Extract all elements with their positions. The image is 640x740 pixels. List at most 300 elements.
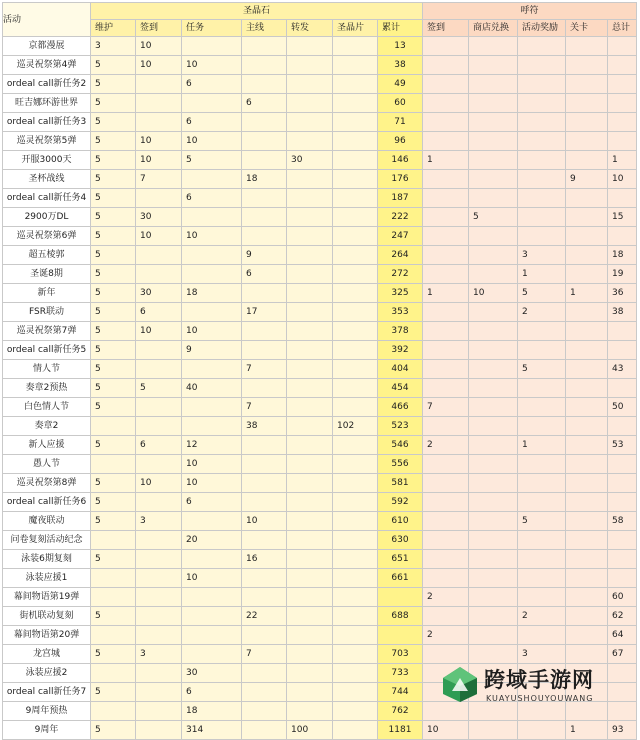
activity-name-cell: 新人应援 bbox=[3, 436, 91, 455]
table-row bbox=[3, 436, 637, 455]
stone-cell: 5 bbox=[136, 379, 182, 398]
table-row bbox=[3, 645, 637, 664]
table-row bbox=[3, 474, 637, 493]
stone-cell bbox=[287, 284, 333, 303]
ticket-cell bbox=[566, 626, 608, 645]
stone-cell: 10 bbox=[136, 132, 182, 151]
ticket-cell bbox=[608, 322, 637, 341]
ticket-cell bbox=[423, 474, 469, 493]
stone-total-cell: 610 bbox=[378, 512, 423, 531]
ticket-cell bbox=[423, 246, 469, 265]
ticket-cell bbox=[518, 56, 566, 75]
stone-cell bbox=[333, 398, 378, 417]
stone-total-cell: 703 bbox=[378, 645, 423, 664]
ticket-cell bbox=[423, 37, 469, 56]
table-row bbox=[3, 417, 637, 436]
stone-cell: 5 bbox=[91, 170, 136, 189]
stone-cell: 5 bbox=[91, 75, 136, 94]
stone-cell: 6 bbox=[182, 683, 242, 702]
stone-cell bbox=[287, 702, 333, 721]
stone-cell bbox=[333, 702, 378, 721]
ticket-cell bbox=[566, 398, 608, 417]
stone-cell: 18 bbox=[182, 702, 242, 721]
stone-total-cell: 13 bbox=[378, 37, 423, 56]
stone-cell bbox=[136, 569, 182, 588]
ticket-cell bbox=[469, 626, 518, 645]
stone-total-cell: 454 bbox=[378, 379, 423, 398]
stone-cell: 38 bbox=[242, 417, 287, 436]
stone-total-cell: 688 bbox=[378, 607, 423, 626]
ticket-cell: 1 bbox=[423, 284, 469, 303]
ticket-cell bbox=[518, 550, 566, 569]
stone-cell: 5 bbox=[91, 550, 136, 569]
ticket-cell bbox=[566, 246, 608, 265]
stone-cell bbox=[287, 379, 333, 398]
stone-cell: 10 bbox=[182, 569, 242, 588]
ticket-cell bbox=[423, 303, 469, 322]
ticket-cell: 10 bbox=[608, 170, 637, 189]
stone-cell bbox=[287, 474, 333, 493]
ticket-cell: 10 bbox=[469, 284, 518, 303]
stone-cell bbox=[287, 322, 333, 341]
stone-total-cell: 392 bbox=[378, 341, 423, 360]
ticket-cell bbox=[608, 189, 637, 208]
stone-cell: 18 bbox=[182, 284, 242, 303]
stone-col-header: 圣晶片 bbox=[333, 20, 378, 37]
ticket-cell bbox=[469, 569, 518, 588]
stone-cell: 10 bbox=[136, 474, 182, 493]
ticket-cell bbox=[469, 645, 518, 664]
ticket-cell: 2 bbox=[423, 436, 469, 455]
table-row bbox=[3, 94, 637, 113]
activity-name-cell: 龙宫城 bbox=[3, 645, 91, 664]
stone-cell: 12 bbox=[182, 436, 242, 455]
stone-cell bbox=[242, 664, 287, 683]
table-row bbox=[3, 284, 637, 303]
stone-cell bbox=[333, 284, 378, 303]
stone-cell bbox=[182, 208, 242, 227]
stone-cell bbox=[136, 246, 182, 265]
stone-cell: 3 bbox=[136, 645, 182, 664]
ticket-cell bbox=[566, 531, 608, 550]
stone-total-cell: 247 bbox=[378, 227, 423, 246]
ticket-cell bbox=[423, 132, 469, 151]
stone-cell: 6 bbox=[182, 75, 242, 94]
activity-name-cell: ordeal call新任务5 bbox=[3, 341, 91, 360]
ticket-cell bbox=[518, 189, 566, 208]
stone-cell bbox=[182, 303, 242, 322]
stone-cell bbox=[182, 417, 242, 436]
ticket-cell bbox=[608, 455, 637, 474]
stone-cell: 5 bbox=[91, 493, 136, 512]
ticket-cell: 3 bbox=[518, 246, 566, 265]
ticket-cell bbox=[608, 493, 637, 512]
ticket-col-header: 商店兑换 bbox=[469, 20, 518, 37]
stone-cell bbox=[182, 512, 242, 531]
stone-total-cell: 378 bbox=[378, 322, 423, 341]
ticket-col-header: 活动奖励 bbox=[518, 20, 566, 37]
stone-total-cell: 523 bbox=[378, 417, 423, 436]
table-row bbox=[3, 113, 637, 132]
ticket-cell bbox=[423, 569, 469, 588]
stone-cell bbox=[136, 607, 182, 626]
ticket-cell: 64 bbox=[608, 626, 637, 645]
stone-cell bbox=[242, 227, 287, 246]
stone-cell: 100 bbox=[287, 721, 333, 740]
ticket-cell bbox=[518, 94, 566, 113]
activity-name-cell: 京都漫展 bbox=[3, 37, 91, 56]
stone-total-cell: 325 bbox=[378, 284, 423, 303]
ticket-cell bbox=[423, 379, 469, 398]
stone-cell bbox=[242, 626, 287, 645]
stone-cell bbox=[287, 569, 333, 588]
stone-cell: 9 bbox=[242, 246, 287, 265]
ticket-cell bbox=[566, 512, 608, 531]
stone-cell bbox=[287, 265, 333, 284]
stone-total-cell: 661 bbox=[378, 569, 423, 588]
ticket-cell bbox=[469, 588, 518, 607]
activity-name-cell: 泳装应援1 bbox=[3, 569, 91, 588]
ticket-cell bbox=[518, 493, 566, 512]
stone-cell bbox=[136, 341, 182, 360]
stone-cell: 6 bbox=[136, 436, 182, 455]
stone-total-cell: 146 bbox=[378, 151, 423, 170]
ticket-cell bbox=[566, 474, 608, 493]
stone-cell bbox=[136, 550, 182, 569]
ticket-cell bbox=[518, 151, 566, 170]
ticket-cell bbox=[566, 322, 608, 341]
stone-cell bbox=[242, 683, 287, 702]
stone-cell: 30 bbox=[182, 664, 242, 683]
stone-cell bbox=[287, 170, 333, 189]
ticket-cell bbox=[469, 455, 518, 474]
table-row bbox=[3, 265, 637, 284]
stone-cell bbox=[242, 379, 287, 398]
table-row bbox=[3, 227, 637, 246]
stone-cell bbox=[182, 607, 242, 626]
stone-total-cell: 581 bbox=[378, 474, 423, 493]
stone-total-cell: 71 bbox=[378, 113, 423, 132]
ticket-cell: 1 bbox=[518, 436, 566, 455]
stone-cell bbox=[287, 303, 333, 322]
stone-cell bbox=[287, 588, 333, 607]
stone-cell bbox=[287, 94, 333, 113]
stone-cell bbox=[91, 455, 136, 474]
activity-name-cell: FSR联动 bbox=[3, 303, 91, 322]
ticket-cell bbox=[518, 341, 566, 360]
ticket-cell bbox=[469, 303, 518, 322]
stone-cell bbox=[182, 265, 242, 284]
stone-cell bbox=[242, 322, 287, 341]
ticket-cell bbox=[469, 265, 518, 284]
ticket-cell bbox=[423, 341, 469, 360]
table-row bbox=[3, 341, 637, 360]
ticket-cell bbox=[518, 721, 566, 740]
stone-total-cell: 222 bbox=[378, 208, 423, 227]
stone-cell: 5 bbox=[91, 246, 136, 265]
activity-name-cell: 9周年预热 bbox=[3, 702, 91, 721]
ticket-cell bbox=[469, 37, 518, 56]
stone-cell bbox=[136, 493, 182, 512]
ticket-cell bbox=[608, 550, 637, 569]
stone-cell bbox=[242, 569, 287, 588]
ticket-cell bbox=[566, 360, 608, 379]
activity-name-cell: 泳装6期复刻 bbox=[3, 550, 91, 569]
stone-cell: 102 bbox=[333, 417, 378, 436]
stone-cell: 5 bbox=[91, 341, 136, 360]
ticket-cell bbox=[566, 588, 608, 607]
ticket-cell bbox=[469, 189, 518, 208]
stone-cell: 10 bbox=[136, 37, 182, 56]
stone-cell bbox=[182, 550, 242, 569]
ticket-cell bbox=[518, 322, 566, 341]
stone-cell: 6 bbox=[136, 303, 182, 322]
ticket-cell bbox=[423, 208, 469, 227]
ticket-cell bbox=[566, 208, 608, 227]
stone-cell: 5 bbox=[91, 645, 136, 664]
ticket-cell bbox=[518, 569, 566, 588]
table-row bbox=[3, 493, 637, 512]
activity-name-cell: 白色情人节 bbox=[3, 398, 91, 417]
table-row bbox=[3, 569, 637, 588]
stone-cell: 16 bbox=[242, 550, 287, 569]
stone-total-cell: 60 bbox=[378, 94, 423, 113]
stone-cell: 10 bbox=[182, 56, 242, 75]
stone-cell bbox=[182, 398, 242, 417]
stone-total-cell: 49 bbox=[378, 75, 423, 94]
ticket-cell bbox=[608, 75, 637, 94]
ticket-cell: 67 bbox=[608, 645, 637, 664]
ticket-cell: 7 bbox=[423, 398, 469, 417]
ticket-cell: 9 bbox=[566, 170, 608, 189]
stone-cell: 6 bbox=[242, 265, 287, 284]
stone-cell bbox=[136, 455, 182, 474]
stone-cell bbox=[287, 417, 333, 436]
activity-name-cell: 奏章2预热 bbox=[3, 379, 91, 398]
table-row bbox=[3, 56, 637, 75]
stone-cell: 7 bbox=[136, 170, 182, 189]
ticket-cell bbox=[469, 607, 518, 626]
ticket-cell bbox=[423, 322, 469, 341]
watermark-title: 跨域手游网 bbox=[484, 668, 594, 692]
activity-name-cell: 情人节 bbox=[3, 360, 91, 379]
stone-cell bbox=[287, 455, 333, 474]
table-row bbox=[3, 208, 637, 227]
stone-total-cell: 630 bbox=[378, 531, 423, 550]
ticket-cell: 43 bbox=[608, 360, 637, 379]
stone-cell bbox=[333, 474, 378, 493]
ticket-cell bbox=[423, 94, 469, 113]
stone-cell bbox=[91, 569, 136, 588]
stone-cell bbox=[333, 360, 378, 379]
table-row bbox=[3, 360, 637, 379]
ticket-cell bbox=[518, 531, 566, 550]
watermark bbox=[440, 662, 636, 708]
activity-name-cell: 愚人节 bbox=[3, 455, 91, 474]
stone-cell: 30 bbox=[136, 208, 182, 227]
ticket-cell bbox=[608, 341, 637, 360]
activity-name-cell: 超五棱郭 bbox=[3, 246, 91, 265]
activity-name-cell: 巡灵祝祭第4弹 bbox=[3, 56, 91, 75]
ticket-cell bbox=[566, 550, 608, 569]
activity-name-cell: 新年 bbox=[3, 284, 91, 303]
table-row bbox=[3, 721, 637, 740]
ticket-cell: 50 bbox=[608, 398, 637, 417]
stone-cell bbox=[333, 265, 378, 284]
stone-cell bbox=[242, 455, 287, 474]
stone-cell bbox=[242, 702, 287, 721]
stone-col-header: 转发 bbox=[287, 20, 333, 37]
stone-cell bbox=[242, 132, 287, 151]
stone-total-cell bbox=[378, 626, 423, 645]
stone-cell: 10 bbox=[182, 227, 242, 246]
ticket-cell bbox=[566, 493, 608, 512]
stone-cell bbox=[242, 208, 287, 227]
table-row bbox=[3, 626, 637, 645]
stone-cell bbox=[136, 683, 182, 702]
stone-cell bbox=[242, 113, 287, 132]
stone-cell: 5 bbox=[91, 607, 136, 626]
ticket-cell bbox=[518, 208, 566, 227]
ticket-cell: 1 bbox=[608, 151, 637, 170]
stone-cell bbox=[136, 398, 182, 417]
stone-cell bbox=[287, 645, 333, 664]
stone-cell bbox=[333, 37, 378, 56]
ticket-cell bbox=[423, 189, 469, 208]
stone-cell bbox=[333, 436, 378, 455]
stone-cell: 30 bbox=[136, 284, 182, 303]
ticket-cell bbox=[518, 455, 566, 474]
ticket-cell bbox=[469, 474, 518, 493]
stone-cell: 5 bbox=[91, 94, 136, 113]
ticket-cell bbox=[566, 75, 608, 94]
stone-cell bbox=[136, 189, 182, 208]
stone-cell bbox=[333, 550, 378, 569]
ticket-cell bbox=[566, 645, 608, 664]
stone-cell: 5 bbox=[91, 56, 136, 75]
stone-cell bbox=[136, 417, 182, 436]
stone-cell bbox=[333, 170, 378, 189]
ticket-cell bbox=[469, 550, 518, 569]
stone-cell: 10 bbox=[182, 474, 242, 493]
stone-cell bbox=[333, 322, 378, 341]
ticket-cell: 5 bbox=[518, 360, 566, 379]
ticket-cell bbox=[608, 531, 637, 550]
ticket-cell bbox=[469, 94, 518, 113]
stone-cell bbox=[242, 588, 287, 607]
ticket-cell: 38 bbox=[608, 303, 637, 322]
activity-name-cell: 奏章2 bbox=[3, 417, 91, 436]
stone-cell bbox=[333, 189, 378, 208]
ticket-col-header: 总计 bbox=[608, 20, 637, 37]
stone-cell: 5 bbox=[91, 436, 136, 455]
ticket-cell bbox=[423, 512, 469, 531]
stone-total-cell: 96 bbox=[378, 132, 423, 151]
activity-name-cell: 巡灵祝祭第8弹 bbox=[3, 474, 91, 493]
stone-cell: 10 bbox=[136, 151, 182, 170]
ticket-cell: 5 bbox=[469, 208, 518, 227]
stone-cell: 5 bbox=[91, 284, 136, 303]
ticket-cell: 2 bbox=[518, 607, 566, 626]
table-row bbox=[3, 512, 637, 531]
stone-cell: 5 bbox=[91, 322, 136, 341]
ticket-cell bbox=[566, 227, 608, 246]
ticket-cell: 1 bbox=[566, 284, 608, 303]
stone-cell bbox=[287, 531, 333, 550]
ticket-cell bbox=[518, 417, 566, 436]
table-row bbox=[3, 75, 637, 94]
stone-cell: 5 bbox=[91, 132, 136, 151]
stone-cell bbox=[242, 75, 287, 94]
table-row bbox=[3, 37, 637, 56]
stone-total-cell: 466 bbox=[378, 398, 423, 417]
ticket-cell bbox=[608, 132, 637, 151]
ticket-cell bbox=[423, 417, 469, 436]
stone-cell bbox=[333, 493, 378, 512]
table-row bbox=[3, 550, 637, 569]
stone-cell: 3 bbox=[91, 37, 136, 56]
ticket-cell bbox=[469, 170, 518, 189]
ticket-cell bbox=[423, 113, 469, 132]
stone-cell bbox=[136, 702, 182, 721]
ticket-cell bbox=[469, 721, 518, 740]
stone-cell: 5 bbox=[91, 360, 136, 379]
table-row bbox=[3, 588, 637, 607]
stone-cell bbox=[182, 645, 242, 664]
table-row bbox=[3, 379, 637, 398]
stone-cell bbox=[182, 360, 242, 379]
stone-cell bbox=[287, 664, 333, 683]
stone-cell: 17 bbox=[242, 303, 287, 322]
stone-cell bbox=[333, 303, 378, 322]
stone-cell: 5 bbox=[91, 227, 136, 246]
ticket-cell bbox=[518, 626, 566, 645]
stone-cell: 5 bbox=[91, 512, 136, 531]
ticket-cell bbox=[608, 113, 637, 132]
activity-name-cell: ordeal call新任务3 bbox=[3, 113, 91, 132]
ticket-cell bbox=[423, 360, 469, 379]
activity-name-cell: 泳装应援2 bbox=[3, 664, 91, 683]
stone-cell bbox=[136, 664, 182, 683]
stone-cell bbox=[333, 626, 378, 645]
stone-cell bbox=[333, 113, 378, 132]
ticket-cell bbox=[423, 75, 469, 94]
stone-cell: 10 bbox=[182, 322, 242, 341]
ticket-cell bbox=[423, 531, 469, 550]
ticket-cell bbox=[608, 37, 637, 56]
stone-cell: 5 bbox=[91, 189, 136, 208]
activity-name-cell: 2900万DL bbox=[3, 208, 91, 227]
stone-cell bbox=[242, 493, 287, 512]
activity-name-cell: 幕间物语第19弹 bbox=[3, 588, 91, 607]
ticket-cell: 3 bbox=[518, 645, 566, 664]
ticket-cell bbox=[566, 341, 608, 360]
stone-cell: 6 bbox=[242, 94, 287, 113]
stone-cell: 10 bbox=[136, 227, 182, 246]
stone-cell: 10 bbox=[136, 322, 182, 341]
table-row bbox=[3, 189, 637, 208]
stone-cell: 9 bbox=[182, 341, 242, 360]
ticket-col-header: 关卡 bbox=[566, 20, 608, 37]
stone-cell bbox=[287, 550, 333, 569]
ticket-cell bbox=[518, 113, 566, 132]
stone-cell bbox=[333, 721, 378, 740]
stone-cell bbox=[287, 360, 333, 379]
stone-cell: 7 bbox=[242, 398, 287, 417]
activity-name-cell: 巡灵祝祭第7弹 bbox=[3, 322, 91, 341]
table-row bbox=[3, 398, 637, 417]
ticket-cell: 5 bbox=[518, 284, 566, 303]
